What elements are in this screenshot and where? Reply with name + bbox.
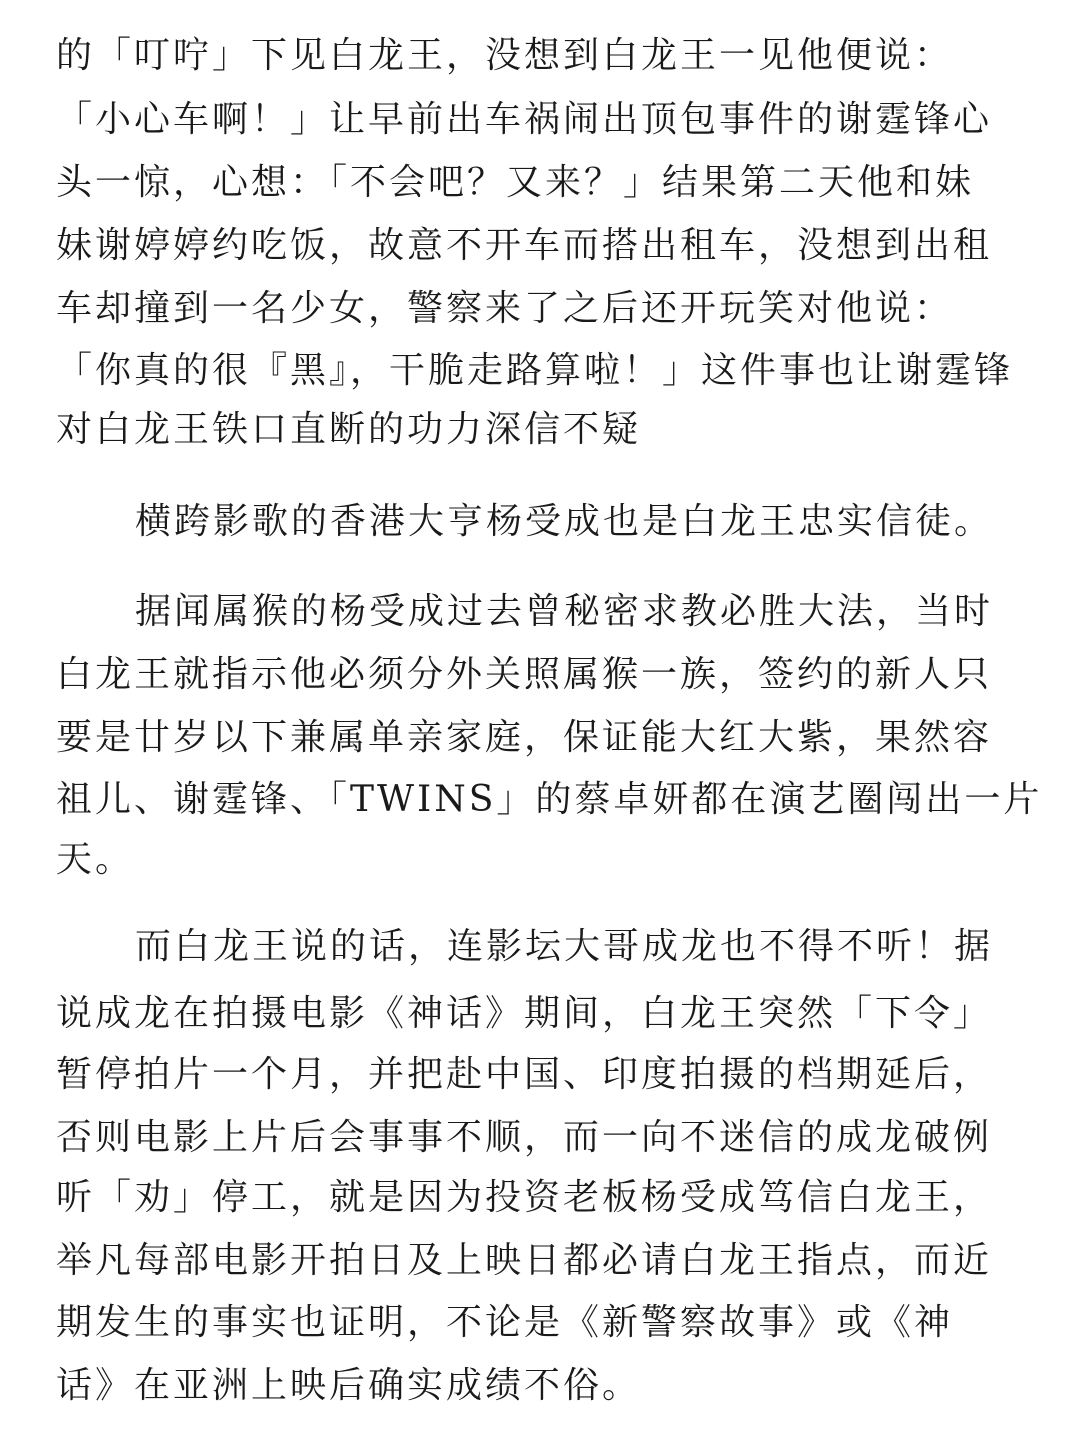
text-line: 车却撞到一名少女，警察来了之后还开玩笑对他说： bbox=[56, 288, 954, 329]
text-line: 说成龙在拍摄电影《神话》期间，白龙王突然「下令」 bbox=[56, 993, 993, 1034]
text-line: 头一惊，心想：「不会吧？又来？」结果第二天他和妹 bbox=[56, 162, 975, 203]
text-line: 「你真的很『黑』，干脆走路算啦！」这件事也让谢霆锋 bbox=[56, 350, 1014, 391]
text-line: 听「劝」停工，就是因为投资老板杨受成笃信白龙王， bbox=[56, 1177, 993, 1218]
text-line: 举凡每部电影开拍日及上映日都必请白龙王指点，而近 bbox=[56, 1240, 993, 1281]
text-line: 横跨影歌的香港大亨杨受成也是白龙王忠实信徒。 bbox=[135, 501, 994, 542]
text-line: 妹谢婷婷约吃饭，故意不开车而搭出租车，没想到出租 bbox=[56, 225, 993, 266]
text-line: 暂停拍片一个月，并把赴中国、印度拍摄的档期延后， bbox=[56, 1054, 993, 1095]
text-line: 的「叮咛」下见白龙王，没想到白龙王一见他便说： bbox=[56, 35, 954, 76]
text-line: 要是廿岁以下兼属单亲家庭，保证能大红大紫，果然容 bbox=[56, 717, 993, 758]
text-line: 而白龙王说的话，连影坛大哥成龙也不得不听！据 bbox=[135, 926, 994, 967]
text-line: 对白龙王铁口直断的功力深信不疑 bbox=[56, 409, 642, 450]
text-line: 白龙王就指示他必须分外关照属猴一族，签约的新人只 bbox=[56, 654, 993, 695]
text-line: 天。 bbox=[56, 839, 135, 880]
text-line: 期发生的事实也证明，不论是《新警察故事》或《神 bbox=[56, 1302, 954, 1343]
text-line: 据闻属猴的杨受成过去曾秘密求教必胜大法，当时 bbox=[135, 591, 994, 632]
text-line: 话》在亚洲上映后确实成绩不俗。 bbox=[56, 1365, 642, 1406]
text-line: 祖儿、谢霆锋、「TWINS」的蔡卓妍都在演艺圈闯出一片 bbox=[56, 779, 1043, 820]
text-line: 否则电影上片后会事事不顺，而一向不迷信的成龙破例 bbox=[56, 1117, 993, 1158]
text-line: 「小心车啊！」让早前出车祸闹出顶包事件的谢霆锋心 bbox=[56, 99, 993, 140]
